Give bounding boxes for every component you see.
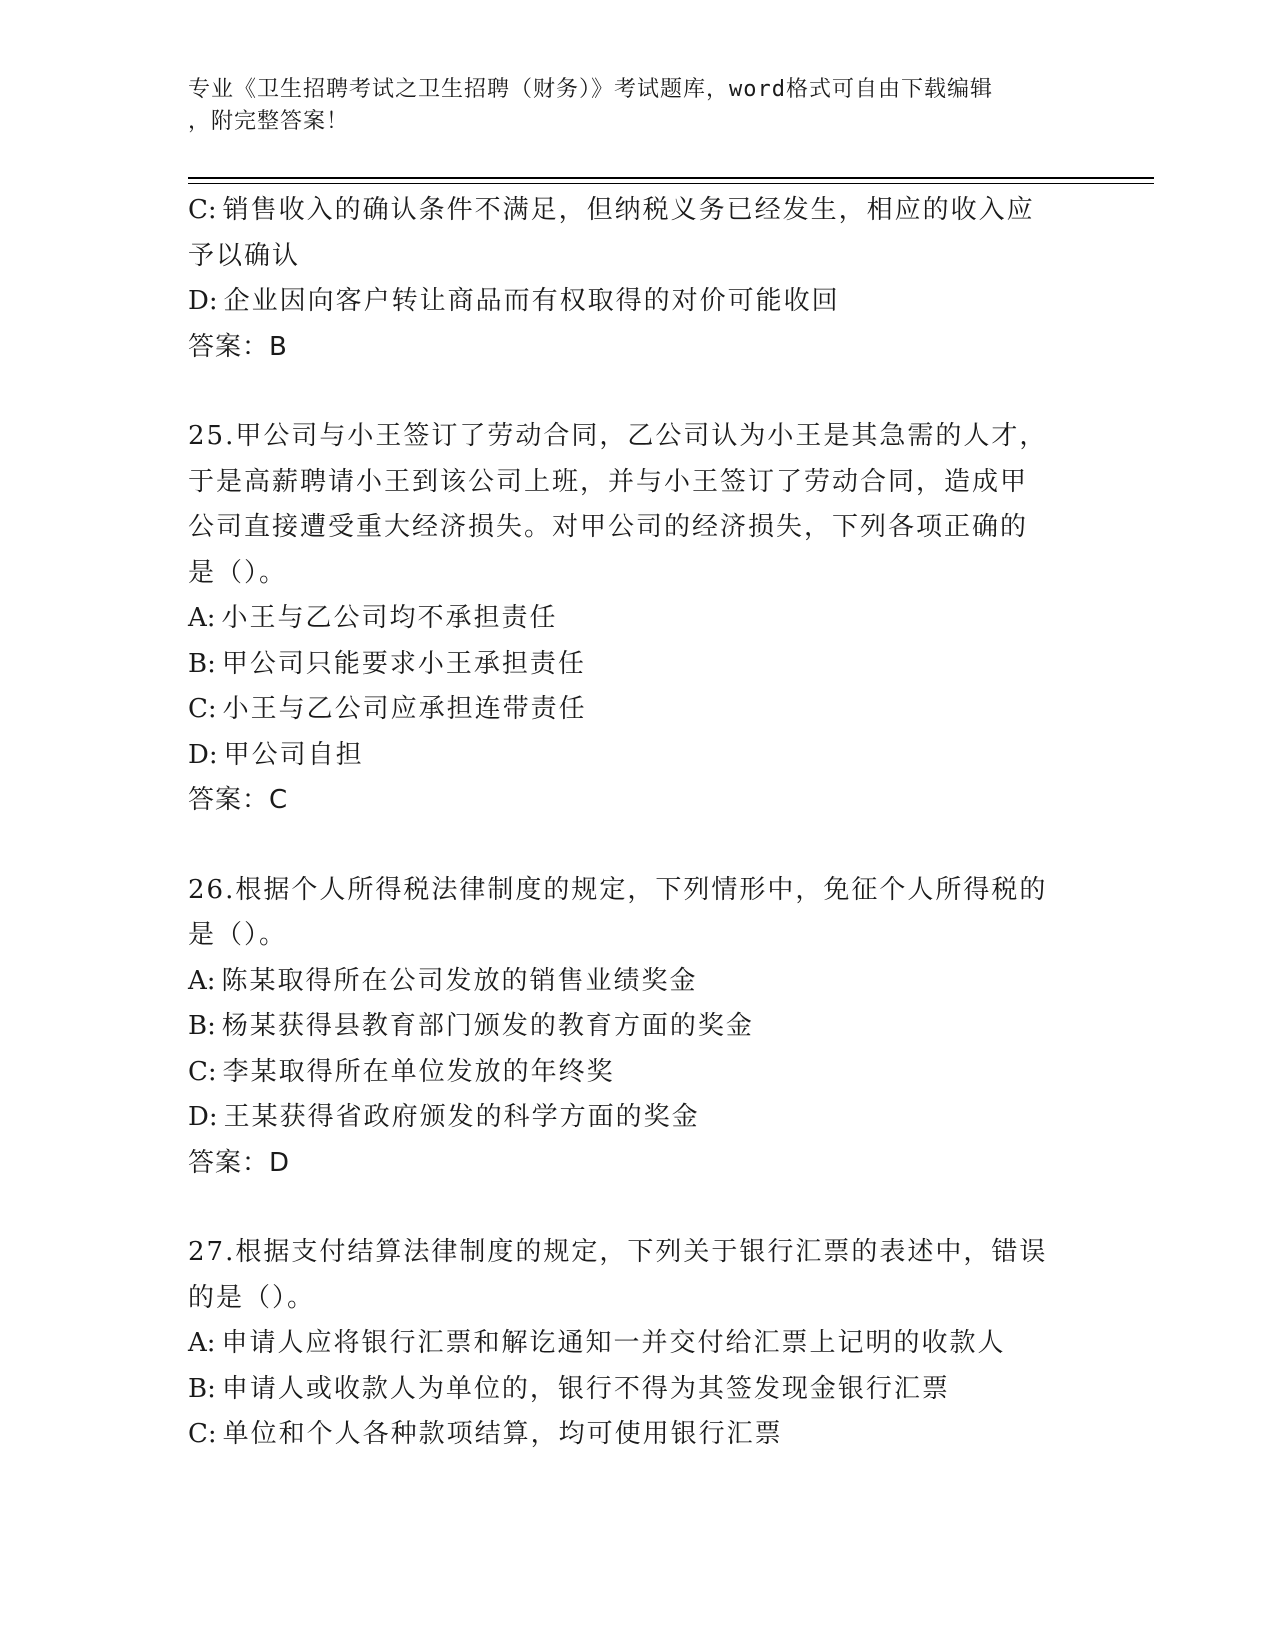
option-d xyxy=(188,1095,1088,1141)
page-header xyxy=(188,74,1088,138)
option-label: A: xyxy=(188,1328,216,1358)
option-label: B: xyxy=(188,1011,216,1041)
option-label: C: xyxy=(188,195,217,225)
option-c xyxy=(188,1050,1088,1096)
option-label: D: xyxy=(188,739,218,770)
option-c-wrap: 予以确认 xyxy=(188,240,301,271)
option-text: 申请人或收款人为单位的，银行不得为其签发现金银行汇票 xyxy=(221,1373,950,1404)
question-stem-line: 26.根据个人所得税法律制度的规定，下列情形中，免征个人所得税的 xyxy=(188,874,1048,905)
option-a xyxy=(188,959,1088,1005)
answer-line: 答案：D xyxy=(188,1147,291,1178)
question-content xyxy=(188,188,1088,1458)
header-divider-thin xyxy=(188,183,1154,184)
question-stem-line: 是（）。 xyxy=(188,557,288,588)
answer-line: 答案：C xyxy=(188,785,289,815)
header-line-1: 专业《卫生招聘考试之卫生招聘（财务）》考试题库，word格式可自由下载编辑 xyxy=(188,77,993,102)
option-text: 申请人应将银行汇票和解讫通知一并交付给汇票上记明的收款人 xyxy=(221,1328,1006,1358)
option-label: A: xyxy=(188,603,216,633)
option-b xyxy=(188,642,1088,688)
question-stem-line: 的是（）。 xyxy=(188,1282,316,1313)
option-text: 王某获得省政府颁发的科学方面的奖金 xyxy=(223,1102,700,1132)
option-d xyxy=(188,733,1088,779)
option-text: 甲公司自担 xyxy=(223,739,364,770)
option-label: B: xyxy=(188,648,216,679)
option-text: 陈某取得所在公司发放的销售业绩奖金 xyxy=(221,965,698,996)
option-label: D: xyxy=(188,1102,218,1132)
question-27 xyxy=(188,1230,1088,1458)
option-label: A: xyxy=(188,965,216,996)
option-text: 甲公司只能要求小王承担责任 xyxy=(221,648,586,679)
header-divider-thick xyxy=(188,177,1154,179)
option-b xyxy=(188,1004,1088,1050)
option-text: 企业因向客户转让商品而有权取得的对价可能收回 xyxy=(223,286,840,316)
header-line-2: ，附完整答案！ xyxy=(188,109,350,134)
question-stem-line: 公司直接遭受重大经济损失。对甲公司的经济损失，下列各项正确的 xyxy=(188,512,1029,542)
question-stem-line: 于是高薪聘请小王到该公司上班，并与小王签订了劳动合同，造成甲 xyxy=(188,466,1029,497)
option-text: 小王与乙公司均不承担责任 xyxy=(221,603,558,633)
question-25 xyxy=(188,414,1088,824)
option-c xyxy=(188,1412,1088,1458)
option-label: B: xyxy=(188,1373,216,1404)
option-text: 杨某获得县教育部门颁发的教育方面的奖金 xyxy=(221,1011,754,1041)
option-text: 小王与乙公司应承担连带责任 xyxy=(222,694,587,724)
option-label: C: xyxy=(188,1056,217,1087)
option-d xyxy=(188,279,1088,325)
question-stem-line: 25.甲公司与小王签订了劳动合同，乙公司认为小王是其急需的人才， xyxy=(188,421,1048,451)
option-text: 单位和个人各种款项结算，均可使用银行汇票 xyxy=(222,1419,783,1449)
option-text: 李某取得所在单位发放的年终奖 xyxy=(222,1056,615,1087)
question-26 xyxy=(188,868,1088,1187)
option-label: C: xyxy=(188,694,217,724)
question-24-continuation xyxy=(188,188,1088,370)
option-b xyxy=(188,1367,1088,1413)
option-c xyxy=(188,188,1088,234)
option-label: C: xyxy=(188,1419,217,1449)
option-text: 销售收入的确认条件不满足，但纳税义务已经发生，相应的收入应 xyxy=(222,195,1035,225)
question-stem-line: 是（）。 xyxy=(188,920,288,950)
option-c xyxy=(188,687,1088,733)
option-label: D: xyxy=(188,286,218,316)
question-stem-line: 27.根据支付结算法律制度的规定，下列关于银行汇票的表述中，错误 xyxy=(188,1237,1048,1267)
option-a xyxy=(188,1321,1088,1367)
answer-line: 答案：B xyxy=(188,331,288,362)
option-a xyxy=(188,596,1088,642)
